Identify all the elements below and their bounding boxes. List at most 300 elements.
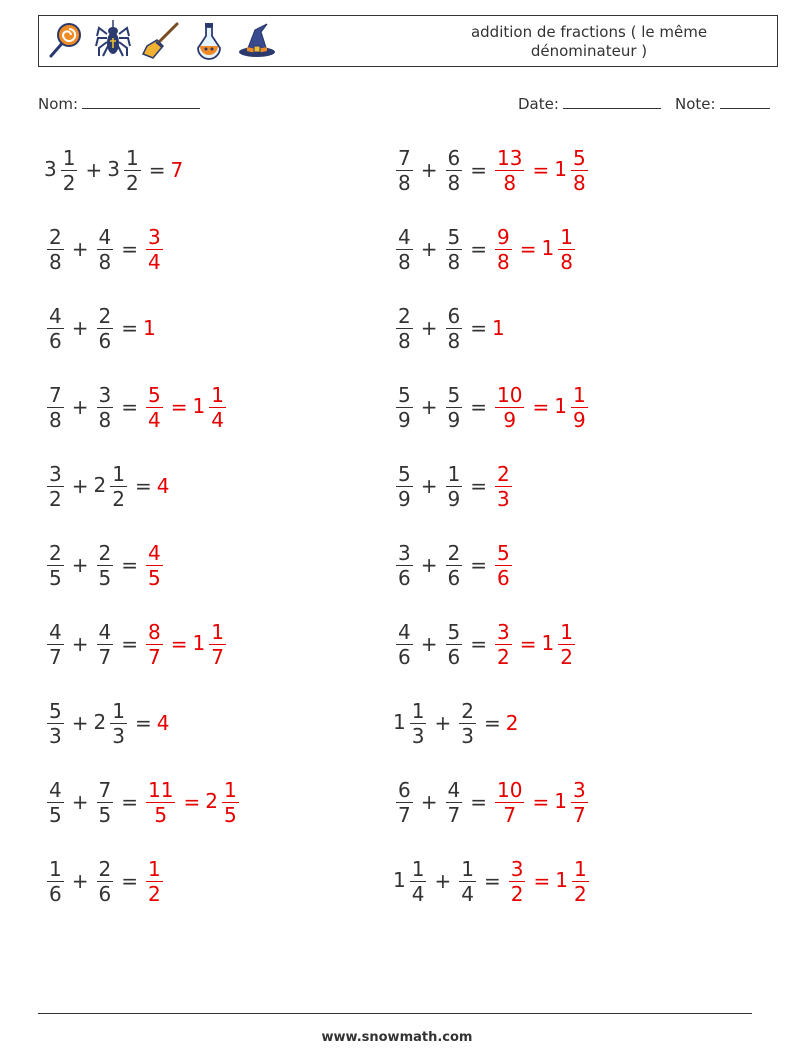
plus-sign: + bbox=[71, 632, 89, 656]
fraction bbox=[495, 462, 512, 511]
number bbox=[554, 778, 590, 827]
denominator: 6 bbox=[497, 565, 510, 590]
equals-sign: = bbox=[470, 237, 487, 261]
numerator: 1 bbox=[148, 856, 161, 881]
numerator: 1 bbox=[62, 145, 76, 170]
numerator: 3 bbox=[497, 619, 510, 644]
numerator: 3 bbox=[572, 777, 586, 802]
problem-13 bbox=[44, 614, 229, 674]
answer bbox=[143, 316, 157, 340]
numerator: 2 bbox=[49, 224, 62, 249]
fraction bbox=[209, 620, 226, 669]
fraction bbox=[446, 304, 463, 353]
number bbox=[44, 383, 67, 432]
fraction bbox=[558, 620, 575, 669]
fraction bbox=[97, 304, 114, 353]
whole-part: 1 bbox=[554, 393, 567, 418]
numerator: 4 bbox=[49, 303, 62, 328]
denominator: 8 bbox=[447, 249, 461, 274]
denominator: 9 bbox=[398, 486, 411, 511]
fraction bbox=[446, 146, 463, 195]
number bbox=[44, 541, 67, 590]
fraction bbox=[47, 778, 64, 827]
equals-sign: = bbox=[121, 869, 138, 893]
number bbox=[143, 857, 166, 906]
plus-sign: + bbox=[71, 474, 89, 498]
fraction bbox=[47, 699, 64, 748]
number bbox=[443, 541, 466, 590]
numerator: 5 bbox=[447, 619, 461, 644]
numerator: 5 bbox=[398, 461, 411, 486]
fraction bbox=[124, 146, 141, 195]
problem-6 bbox=[393, 298, 506, 358]
numerator: 1 bbox=[411, 698, 425, 723]
denominator: 2 bbox=[497, 644, 510, 669]
whole-part: 2 bbox=[93, 709, 107, 734]
number bbox=[44, 857, 67, 906]
equals-sign: = bbox=[121, 790, 138, 814]
numerator: 10 bbox=[497, 777, 523, 802]
numerator: 1 bbox=[112, 461, 125, 486]
equals-sign: = bbox=[483, 711, 501, 735]
numerator: 4 bbox=[49, 619, 62, 644]
fraction bbox=[97, 225, 114, 274]
answer bbox=[143, 225, 166, 274]
numerator: 5 bbox=[447, 224, 461, 249]
number bbox=[170, 158, 184, 182]
fraction bbox=[558, 225, 575, 274]
fraction bbox=[61, 146, 78, 195]
whole-part: 1 bbox=[554, 156, 567, 181]
answer bbox=[506, 857, 592, 906]
answer bbox=[492, 778, 591, 827]
plus-sign: + bbox=[420, 158, 438, 182]
whole-part: 1 bbox=[192, 393, 206, 418]
problem-14 bbox=[393, 614, 578, 674]
name-label: Nom: bbox=[38, 95, 79, 113]
numerator: 8 bbox=[148, 619, 161, 644]
number bbox=[107, 146, 143, 195]
numerator: 4 bbox=[98, 619, 112, 644]
number bbox=[157, 711, 171, 735]
number bbox=[143, 620, 166, 669]
fraction bbox=[446, 462, 463, 511]
number bbox=[143, 316, 157, 340]
answer bbox=[492, 146, 591, 195]
problem-17 bbox=[44, 772, 242, 832]
fraction bbox=[222, 778, 239, 827]
denominator: 2 bbox=[125, 170, 139, 195]
fraction bbox=[146, 225, 163, 274]
fraction bbox=[495, 146, 524, 195]
number bbox=[94, 383, 117, 432]
problem-8 bbox=[393, 377, 591, 437]
fraction bbox=[47, 225, 64, 274]
number bbox=[94, 778, 117, 827]
equals-sign: = bbox=[470, 158, 487, 182]
note-blank bbox=[720, 94, 770, 109]
number bbox=[44, 225, 67, 274]
whole-part: 1 bbox=[492, 316, 505, 340]
equals-sign: = bbox=[134, 711, 152, 735]
fraction bbox=[446, 620, 463, 669]
denominator: 4 bbox=[211, 407, 224, 432]
answer bbox=[506, 711, 520, 735]
number bbox=[443, 146, 466, 195]
answer bbox=[492, 316, 506, 340]
number bbox=[393, 462, 416, 511]
number bbox=[44, 620, 67, 669]
answer bbox=[143, 778, 242, 827]
whole-part: 3 bbox=[44, 156, 57, 181]
numerator: 3 bbox=[148, 224, 161, 249]
fraction bbox=[47, 541, 64, 590]
equals-sign: = bbox=[121, 316, 138, 340]
numerator: 1 bbox=[211, 382, 224, 407]
fraction bbox=[47, 620, 64, 669]
numerator: 4 bbox=[398, 224, 411, 249]
denominator: 7 bbox=[398, 802, 411, 827]
equals-sign: = bbox=[470, 632, 487, 656]
plus-sign: + bbox=[434, 711, 452, 735]
fraction bbox=[146, 778, 175, 827]
whole-part: 2 bbox=[505, 711, 519, 735]
problem-1 bbox=[44, 140, 184, 200]
note-label: Note: bbox=[675, 95, 716, 113]
number bbox=[44, 699, 67, 748]
plus-sign: + bbox=[434, 869, 452, 893]
equals-sign: = bbox=[519, 237, 537, 261]
fraction bbox=[572, 857, 589, 906]
denominator: 8 bbox=[49, 407, 62, 432]
number bbox=[205, 778, 241, 827]
whole-part: 1 bbox=[554, 788, 567, 813]
whole-part: 1 bbox=[541, 235, 555, 260]
number bbox=[157, 474, 171, 498]
number bbox=[492, 462, 515, 511]
plus-sign: + bbox=[71, 553, 89, 577]
number bbox=[393, 225, 416, 274]
number bbox=[393, 857, 429, 906]
number bbox=[492, 541, 515, 590]
number bbox=[443, 225, 466, 274]
whole-part: 2 bbox=[205, 788, 218, 813]
equals-sign: = bbox=[121, 395, 138, 419]
denominator: 3 bbox=[411, 723, 425, 748]
fraction bbox=[410, 857, 427, 906]
name-field bbox=[38, 94, 200, 113]
fraction bbox=[110, 462, 127, 511]
fraction bbox=[446, 541, 463, 590]
denominator: 8 bbox=[98, 407, 112, 432]
denominator: 9 bbox=[447, 486, 461, 511]
number bbox=[492, 778, 527, 827]
denominator: 9 bbox=[447, 407, 461, 432]
number bbox=[143, 541, 166, 590]
numerator: 1 bbox=[211, 619, 224, 644]
number bbox=[456, 857, 479, 906]
numerator: 4 bbox=[98, 224, 112, 249]
numerator: 7 bbox=[398, 145, 411, 170]
number bbox=[44, 462, 67, 511]
denominator: 3 bbox=[497, 486, 510, 511]
fraction bbox=[446, 383, 463, 432]
denominator: 2 bbox=[573, 881, 587, 906]
date-label: Date: bbox=[518, 95, 559, 113]
plus-sign: + bbox=[71, 316, 89, 340]
whole-part: 2 bbox=[93, 472, 107, 497]
answer bbox=[492, 620, 578, 669]
equals-sign: = bbox=[519, 632, 537, 656]
denominator: 4 bbox=[461, 881, 474, 906]
fraction bbox=[97, 620, 114, 669]
answer bbox=[170, 158, 184, 182]
denominator: 2 bbox=[560, 644, 573, 669]
denominator: 9 bbox=[398, 407, 411, 432]
number bbox=[506, 711, 520, 735]
whole-part: 3 bbox=[107, 156, 120, 181]
equals-sign: = bbox=[134, 474, 152, 498]
denominator: 5 bbox=[98, 802, 112, 827]
number bbox=[554, 146, 590, 195]
fraction bbox=[47, 304, 64, 353]
number bbox=[393, 778, 416, 827]
number bbox=[143, 225, 166, 274]
number bbox=[44, 146, 80, 195]
plus-sign: + bbox=[420, 395, 438, 419]
denominator: 8 bbox=[447, 328, 461, 353]
number bbox=[94, 620, 117, 669]
number bbox=[443, 778, 466, 827]
problem-12 bbox=[393, 535, 515, 595]
fraction bbox=[571, 383, 588, 432]
problem-2 bbox=[393, 140, 591, 200]
answer bbox=[492, 541, 515, 590]
problem-20 bbox=[393, 851, 592, 911]
denominator: 2 bbox=[62, 170, 76, 195]
numerator: 3 bbox=[49, 461, 62, 486]
note-field bbox=[675, 94, 770, 113]
equals-sign: = bbox=[532, 395, 550, 419]
equals-sign: = bbox=[483, 869, 501, 893]
plus-sign: + bbox=[71, 237, 89, 261]
fraction bbox=[571, 778, 588, 827]
denominator: 7 bbox=[98, 644, 112, 669]
fraction bbox=[446, 778, 463, 827]
denominator: 7 bbox=[148, 644, 161, 669]
number bbox=[193, 383, 229, 432]
number bbox=[393, 383, 416, 432]
denominator: 6 bbox=[49, 328, 62, 353]
number bbox=[44, 778, 67, 827]
numerator: 2 bbox=[398, 303, 411, 328]
denominator: 8 bbox=[398, 328, 411, 353]
plus-sign: + bbox=[420, 237, 438, 261]
fraction bbox=[146, 620, 163, 669]
worksheet-title: addition de fractions ( le même dénominateur ) bbox=[470, 23, 708, 60]
denominator: 9 bbox=[572, 407, 586, 432]
problem-15 bbox=[44, 693, 170, 753]
answer bbox=[492, 225, 578, 274]
plus-sign: + bbox=[71, 711, 89, 735]
numerator: 4 bbox=[148, 540, 161, 565]
fraction bbox=[97, 383, 114, 432]
denominator: 8 bbox=[398, 249, 411, 274]
problem-7 bbox=[44, 377, 229, 437]
numerator: 1 bbox=[560, 224, 573, 249]
numerator: 5 bbox=[148, 382, 161, 407]
answer bbox=[143, 857, 166, 906]
numerator: 6 bbox=[398, 777, 411, 802]
number bbox=[443, 462, 466, 511]
plus-sign: + bbox=[71, 869, 89, 893]
problem-11 bbox=[44, 535, 166, 595]
numerator: 2 bbox=[98, 540, 112, 565]
denominator: 6 bbox=[98, 328, 112, 353]
spider-icon bbox=[93, 20, 133, 60]
numerator: 1 bbox=[572, 382, 586, 407]
numerator: 11 bbox=[148, 777, 174, 802]
numerator: 3 bbox=[98, 382, 112, 407]
denominator: 8 bbox=[49, 249, 62, 274]
plus-sign: + bbox=[71, 790, 89, 814]
equals-sign: = bbox=[470, 553, 487, 577]
whole-part: 1 bbox=[192, 630, 206, 655]
plus-sign: + bbox=[420, 474, 438, 498]
numerator: 2 bbox=[497, 461, 510, 486]
number bbox=[94, 225, 117, 274]
fraction bbox=[47, 462, 64, 511]
numerator: 2 bbox=[98, 856, 112, 881]
equals-sign: = bbox=[121, 632, 138, 656]
denominator: 4 bbox=[411, 881, 425, 906]
equals-sign: = bbox=[470, 395, 487, 419]
fraction bbox=[495, 541, 512, 590]
witch-hat-icon bbox=[237, 20, 277, 60]
numerator: 9 bbox=[497, 224, 510, 249]
denominator: 7 bbox=[503, 802, 517, 827]
denominator: 6 bbox=[447, 644, 461, 669]
numerator: 2 bbox=[447, 540, 461, 565]
denominator: 2 bbox=[49, 486, 62, 511]
numerator: 1 bbox=[125, 145, 139, 170]
denominator: 9 bbox=[503, 407, 517, 432]
numerator: 6 bbox=[447, 303, 461, 328]
fraction bbox=[396, 383, 413, 432]
equals-sign: = bbox=[533, 869, 551, 893]
number bbox=[94, 541, 117, 590]
fraction bbox=[110, 699, 127, 748]
fraction bbox=[396, 462, 413, 511]
numerator: 4 bbox=[398, 619, 411, 644]
number bbox=[554, 383, 590, 432]
number bbox=[492, 225, 515, 274]
numerator: 5 bbox=[447, 382, 461, 407]
denominator: 6 bbox=[49, 881, 62, 906]
whole-part: 1 bbox=[393, 709, 406, 734]
fraction bbox=[396, 778, 413, 827]
number bbox=[492, 316, 506, 340]
fraction bbox=[146, 541, 163, 590]
problem-16 bbox=[393, 693, 519, 753]
number bbox=[443, 620, 466, 669]
whole-part: 1 bbox=[555, 867, 568, 892]
equals-sign: = bbox=[470, 316, 487, 340]
fraction bbox=[146, 383, 163, 432]
fraction bbox=[495, 778, 524, 827]
number bbox=[94, 699, 130, 748]
denominator: 5 bbox=[223, 802, 237, 827]
fraction bbox=[97, 778, 114, 827]
equals-sign: = bbox=[532, 790, 550, 814]
numerator: 3 bbox=[510, 856, 524, 881]
denominator: 5 bbox=[49, 802, 62, 827]
number bbox=[443, 383, 466, 432]
denominator: 8 bbox=[398, 170, 411, 195]
fraction bbox=[495, 620, 512, 669]
number bbox=[492, 620, 515, 669]
equals-sign: = bbox=[183, 790, 201, 814]
number bbox=[456, 699, 479, 748]
footer-url: www.snowmath.com bbox=[321, 1030, 473, 1045]
answer bbox=[143, 541, 166, 590]
numerator: 6 bbox=[447, 145, 461, 170]
whole-part: 1 bbox=[541, 630, 555, 655]
fraction bbox=[396, 225, 413, 274]
number bbox=[143, 383, 166, 432]
fraction bbox=[459, 699, 476, 748]
denominator: 2 bbox=[510, 881, 524, 906]
denominator: 7 bbox=[211, 644, 224, 669]
number bbox=[506, 857, 529, 906]
fraction bbox=[97, 857, 114, 906]
denominator: 8 bbox=[503, 170, 517, 195]
number bbox=[542, 620, 578, 669]
numerator: 4 bbox=[49, 777, 62, 802]
number bbox=[492, 146, 527, 195]
numerator: 4 bbox=[447, 777, 461, 802]
number bbox=[443, 304, 466, 353]
numerator: 13 bbox=[497, 145, 523, 170]
number bbox=[393, 146, 416, 195]
number bbox=[393, 699, 429, 748]
denominator: 8 bbox=[497, 249, 510, 274]
denominator: 7 bbox=[447, 802, 461, 827]
numerator: 2 bbox=[461, 698, 474, 723]
denominator: 6 bbox=[398, 565, 411, 590]
number bbox=[193, 620, 229, 669]
number bbox=[393, 620, 416, 669]
number bbox=[393, 541, 416, 590]
fraction bbox=[97, 541, 114, 590]
problem-3 bbox=[44, 219, 166, 279]
equals-sign: = bbox=[170, 632, 188, 656]
denominator: 8 bbox=[98, 249, 112, 274]
numerator: 1 bbox=[112, 698, 125, 723]
plus-sign: + bbox=[420, 790, 438, 814]
fraction bbox=[146, 857, 163, 906]
denominator: 4 bbox=[148, 249, 161, 274]
name-blank bbox=[82, 94, 200, 109]
equals-sign: = bbox=[170, 395, 188, 419]
problem-5 bbox=[44, 298, 157, 358]
denominator: 3 bbox=[461, 723, 474, 748]
denominator: 6 bbox=[398, 644, 411, 669]
fraction bbox=[209, 383, 226, 432]
plus-sign: + bbox=[71, 395, 89, 419]
equals-sign: = bbox=[532, 158, 550, 182]
denominator: 5 bbox=[98, 565, 112, 590]
